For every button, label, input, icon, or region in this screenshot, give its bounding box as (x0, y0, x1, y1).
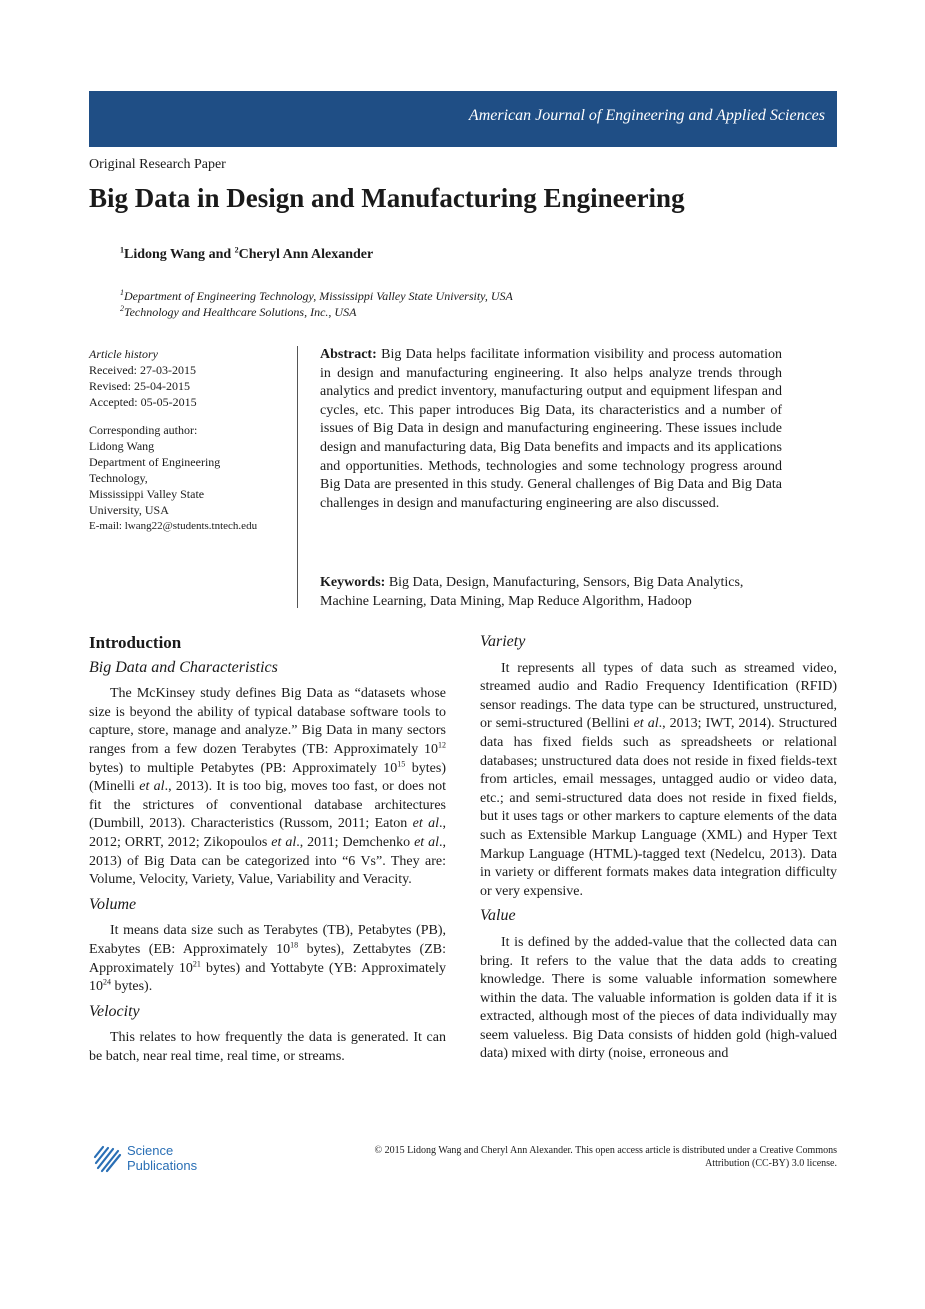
corresponding-label: Corresponding author: (89, 423, 198, 437)
author-1-name: Lidong Wang (124, 247, 206, 262)
text-run: bytes). (111, 979, 153, 995)
affil-1-text: Department of Engineering Technology, Mississippi Valley State University, USA (124, 289, 513, 303)
keywords-label: Keywords: (320, 575, 386, 590)
affil-1-mark: 1 (120, 288, 124, 297)
paragraph-intro (89, 685, 446, 890)
corresponding-address-1: Department of Engineering (89, 455, 221, 469)
corresponding-address-4: University, USA (89, 503, 169, 517)
author-list (120, 247, 373, 263)
italic-run: et al (414, 834, 439, 850)
paragraph-variety (480, 660, 837, 902)
affil-2-mark: 2 (120, 304, 124, 313)
publisher-logo (93, 1143, 198, 1178)
keywords (320, 574, 782, 611)
superscript: 21 (192, 958, 201, 968)
email-link[interactable]: E-mail: lwang22@students.tntech.edu (89, 520, 258, 532)
copyright-notice (330, 1144, 837, 1170)
article-history-label: Article history (89, 347, 158, 361)
text-run: bytes) to multiple Petabytes (PB: Approximately 10 (89, 760, 398, 776)
abstract-text: Big Data helps facilitate information visibility and process automation in design and manufacturing engineering. It also helps analyze trends through analytics and predict inventory, manufacturing output and equipment lifespan and cycles, etc. This paper introduces Big Data, its characteristics and a number of issues of Big Data in design and manufacturing engineering. These issues include design and manufacturing data, Big Data benefits and impacts and its applications and opportunities. Methods, technologies and some technology progress around Big Data are presented in this study. General challenges of Big Data and Big Data challenges in design and manufacturing engineering are also discussed. (320, 347, 783, 511)
superscript: 18 (290, 940, 299, 950)
text-run: This relates to how frequently the data is generated. It can be batch, near real time, real time, or streams. (89, 1030, 446, 1064)
text-run: bytes) and Yottabyte (YB: Approximately 10 (89, 960, 447, 995)
text-run: bytes) (Minelli (89, 760, 446, 795)
paper-type: Original Research Paper (89, 157, 226, 172)
sidebar-divider (297, 346, 298, 608)
science-publications-logo-icon (93, 1143, 123, 1173)
accepted-date: Accepted: 05-05-2015 (89, 395, 197, 409)
corresponding-address-3: Mississippi Valley State (89, 487, 205, 501)
subsection-heading-velocity: Velocity (89, 1002, 140, 1020)
text-run: It is defined by the added-value that the collected data can bring. It refers to the value that the data adds to creating knowledge. There is some valuable information somewhere within the data. The valuable information is golden data if it is extracted, although most of the pieces of data individually may seem valueless. Big Data consists of hidden gold (high-valued data) mixed with dirty (noise, erroneous and (480, 934, 837, 1062)
superscript: 24 (103, 977, 111, 987)
author-2-name: Cheryl Ann Alexander (238, 247, 374, 262)
affil-2-text: Technology and Healthcare Solutions, Inc., USA (124, 305, 357, 319)
abstract-label: Abstract: (320, 347, 377, 362)
paragraph-value (480, 934, 837, 1064)
body-column-left (89, 634, 446, 1068)
subsection-heading-volume: Volume (89, 895, 137, 913)
italic-run: et al (271, 834, 297, 850)
publisher-name-line-1: Science (127, 1143, 174, 1158)
keywords-text: Big Data, Design, Manufacturing, Sensors, Big Data Analytics, Machine Learning, Data Mining, Map Reduce Algorithm, Hadoop (320, 575, 744, 609)
text-run: ., 2013). It is too big, moves too fast, or does not fit the strictures of conventional database architectures (Dumbill, 2013). Characteristics (Russom, 2011; Eaton (89, 779, 447, 832)
superscript: 15 (397, 758, 406, 768)
subsection-heading-characteristics: Big Data and Characteristics (89, 658, 278, 676)
affiliations (120, 288, 513, 320)
corresponding-address-2: Technology, (89, 471, 148, 485)
section-heading-introduction: Introduction (89, 633, 182, 652)
article-sidebar (89, 346, 284, 534)
affiliation-1 (120, 288, 513, 304)
revised-date: Revised: 25-04-2015 (89, 379, 190, 393)
paragraph-velocity (89, 1029, 446, 1066)
subsection-heading-value: Value (480, 907, 516, 925)
received-date: Received: 27-03-2015 (89, 363, 196, 377)
copyright-line-2: Attribution (CC-BY) 3.0 license. (705, 1158, 837, 1169)
text-run: bytes), Zettabytes (ZB: Approximately 10 (89, 941, 446, 976)
paragraph-volume (89, 922, 446, 996)
italic-run: et al (412, 816, 439, 832)
text-run: It means data size such as Terabytes (TB), Petabytes (PB), Exabytes (EB: Approximately 10 (89, 923, 446, 957)
subsection-heading-variety: Variety (480, 633, 526, 650)
text-run: ., 2012; ORRT, 2012; Zikopoulos (89, 816, 446, 850)
italic-run: et al (139, 779, 165, 795)
copyright-line-1: © 2015 Lidong Wang and Cheryl Ann Alexander. This open access article is distributed under a Creative Commons (374, 1145, 837, 1156)
corresponding-name: Lidong Wang (89, 439, 155, 453)
author-1-affil-mark: 1 (120, 245, 124, 255)
paper-title: Big Data in Design and Manufacturing Engineering (89, 183, 685, 213)
text-run: The McKinsey study defines Big Data as “datasets whose size is beyond the ability of typical database software tools to capture, store, manage and analyze.” Big Data in many sectors ranges from a few dozen Terabytes (TB: Approximately 10 (89, 686, 446, 757)
superscript: 12 (438, 740, 446, 750)
text-run: ., 2011; Demchenko (296, 834, 415, 850)
publisher-name-line-2: Publications (127, 1158, 198, 1173)
body-column-right (480, 633, 837, 1066)
affiliation-2 (120, 304, 513, 320)
abstract (320, 346, 782, 513)
italic-run: et al (633, 716, 659, 732)
journal-banner (89, 91, 837, 147)
author-separator: and (205, 247, 235, 262)
text-run: ., 2013) of Big Data can be categorized into “6 Vs”. They are: Volume, Velocity, Variety, Value, Variability and Veracity. (89, 834, 446, 888)
text-run: ., 2013; IWT, 2014). Structured data has fixed fields such as spreadsheets or relational databases; unstructured data does not reside in fixed fields-text from articles, email messages, untagged audio or video data, etc.; and semi-structured data does not reside in fixed fields, but it uses tags or other markers to capture elements of the data such as Extensible Markup Language (XML) and Hyper Text Markup Language (HTML)-tagged text (Nedelcu, 2013). Data in variety or different formats makes data integration difficulty or very expensive. (480, 716, 837, 899)
journal-name: American Journal of Engineering and Applied Sciences (468, 107, 825, 124)
publisher-name (127, 1143, 197, 1173)
author-2-affil-mark: 2 (234, 245, 239, 255)
text-run: It represents all types of data such as streamed video, streamed audio and Radio Frequency Identification (RFID) sensor readings. The data type can be structured, unstructured, or semi-structured (Bellini (480, 660, 837, 732)
